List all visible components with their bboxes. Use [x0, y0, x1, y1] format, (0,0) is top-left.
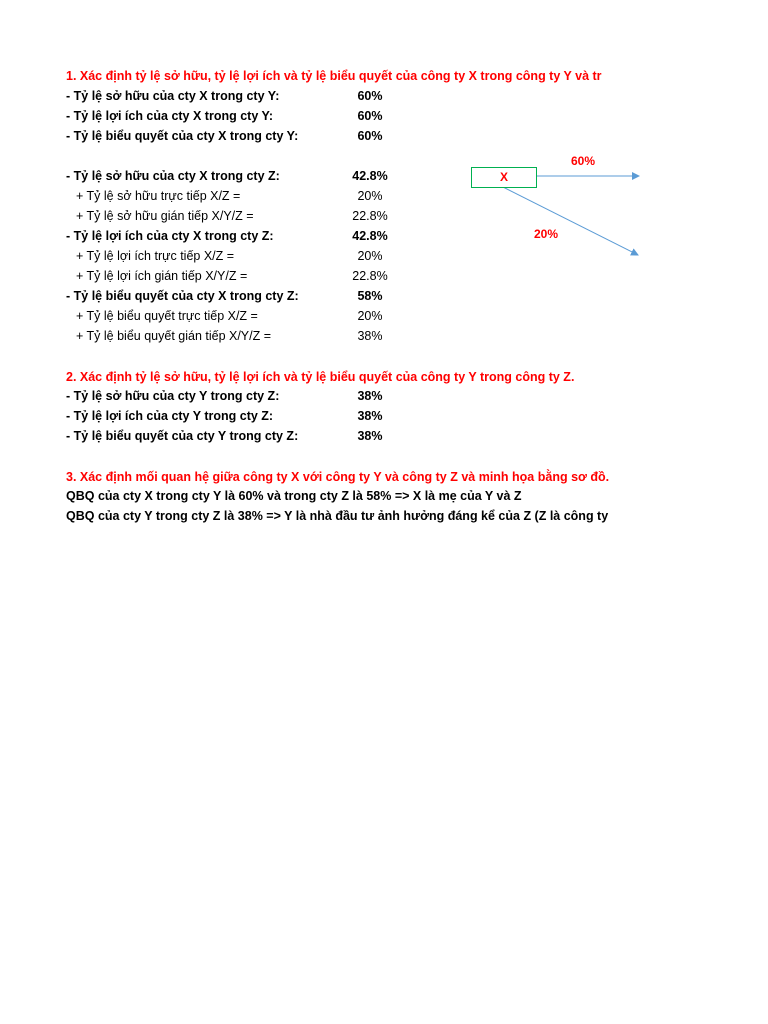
section1-heading: 1. Xác định tỷ lệ sở hữu, tỷ lệ lợi ích và tỷ lệ biểu quyết của công ty X trong công ty Y và tr [66, 69, 602, 83]
s3-conclusion-line: QBQ của cty X trong cty Y là 60% và trong cty Z là 58% => X là mẹ của Y và Z [66, 489, 522, 503]
s1-row-value: 58% [357, 289, 383, 303]
s2-row-value: 38% [357, 429, 383, 443]
s1-row-value: 60% [357, 89, 383, 103]
s1-row-label: + Tỷ lệ lợi ích trực tiếp X/Z = [76, 249, 235, 263]
section3-heading: 3. Xác định mối quan hệ giữa công ty X với công ty Y và công ty Z và minh họa bằng sơ đồ. [66, 470, 610, 484]
s2-row-value: 38% [357, 389, 383, 403]
s2-row-value: 38% [357, 409, 383, 423]
s1-row-label: - Tỷ lệ biểu quyết của cty X trong cty Y: [66, 129, 299, 143]
s2-row-label: - Tỷ lệ sở hữu của cty Y trong cty Z: [66, 389, 280, 403]
s1-row-label: + Tỷ lệ sở hữu trực tiếp X/Z = [76, 189, 241, 203]
s1-row-value: 20% [357, 309, 383, 323]
s1-row-label: + Tỷ lệ sở hữu gián tiếp X/Y/Z = [76, 209, 254, 223]
s1-row-label: + Tỷ lệ lợi ích gián tiếp X/Y/Z = [76, 269, 248, 283]
ownership-diagram-arrows [0, 0, 640, 300]
s1-row-label: + Tỷ lệ biểu quyết trực tiếp X/Z = [76, 309, 258, 323]
s2-row-label: - Tỷ lệ lợi ích của cty Y trong cty Z: [66, 409, 274, 423]
edge-label-x-z: 20% [534, 227, 559, 241]
s1-row-label: - Tỷ lệ biểu quyết của cty X trong cty Z: [66, 289, 299, 303]
s1-row-label: - Tỷ lệ sở hữu của cty X trong cty Y: [66, 89, 280, 103]
s2-row-label: - Tỷ lệ biểu quyết của cty Y trong cty Z: [66, 429, 299, 443]
s1-row-value: 38% [357, 329, 383, 343]
s1-row-value: 20% [357, 249, 383, 263]
s1-row-value: 42.8% [352, 229, 388, 243]
section2-heading: 2. Xác định tỷ lệ sở hữu, tỷ lệ lợi ích và tỷ lệ biểu quyết của công ty Y trong công ty Z. [66, 370, 575, 384]
arrow-x-to-z [503, 187, 638, 255]
s1-row-value: 22.8% [352, 269, 388, 283]
node-x-box: X [471, 167, 537, 188]
s1-row-label: - Tỷ lệ lợi ích của cty X trong cty Z: [66, 229, 274, 243]
s1-row-label: - Tỷ lệ sở hữu của cty X trong cty Z: [66, 169, 280, 183]
edge-label-x-y: 60% [571, 154, 596, 168]
s1-row-label: + Tỷ lệ biểu quyết gián tiếp X/Y/Z = [76, 329, 272, 343]
s1-row-value: 42.8% [352, 169, 388, 183]
s1-row-value: 20% [357, 189, 383, 203]
s1-row-value: 22.8% [352, 209, 388, 223]
s1-row-value: 60% [357, 129, 383, 143]
s1-row-label: - Tỷ lệ lợi ích của cty X trong cty Y: [66, 109, 274, 123]
s3-conclusion-line: QBQ của cty Y trong cty Z là 38% => Y là nhà đầu tư ảnh hưởng đáng kể của Z (Z là công ty [66, 509, 609, 523]
s1-row-value: 60% [357, 109, 383, 123]
